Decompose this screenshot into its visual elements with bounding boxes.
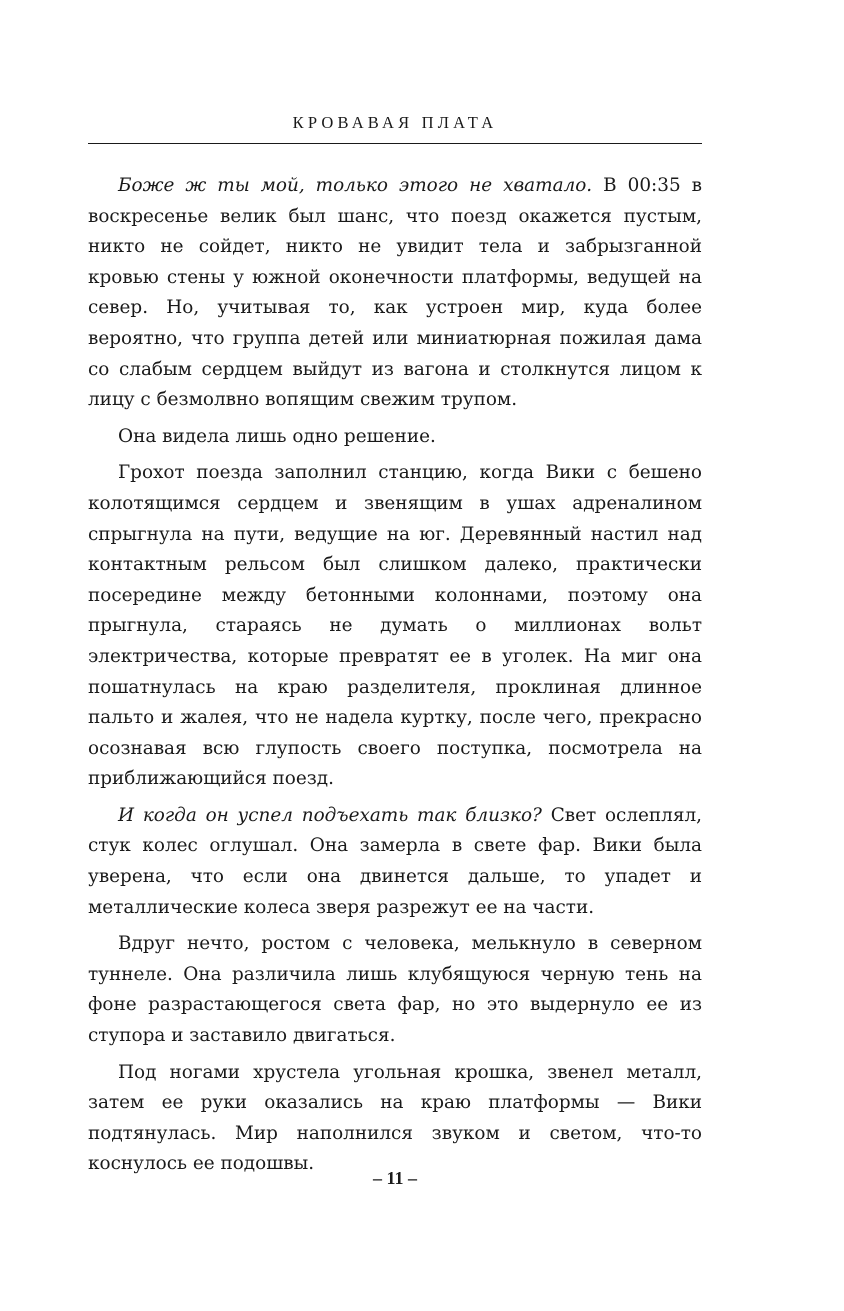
page-number: – 11 – [372, 1168, 417, 1188]
body-text [88, 171, 702, 1180]
paragraph-2 [88, 422, 702, 453]
paragraph-5-text: Вдруг нечто, ростом с человека, мелькнуло в северном туннеле. Она различила лишь клубящуюся черную тень на фоне разрастающегося света фар, но это выдернуло ее из ступора и заставило двигаться. [88, 933, 702, 1047]
paragraph-4-text: Свет ослеплял, стук колес оглушал. Она замерла в свете фар. Вики была уверена, что если она двинется дальше, то упадет и металлические колеса зверя разрежут ее на части. [88, 804, 702, 918]
paragraph-3-text: Грохот поезда заполнил станцию, когда Вики с бешено колотящимся сердцем и звенящим в ушах адреналином спрыгнула на пути, ведущие на юг. Деревянный настил над контактным рельсом был слишком далеко, практически посередине между бетонными колоннами, поэтому она прыгнула, стараясь не думать о миллионах вольт электричества, которые превратят ее в уголек. На миг она пошатнулась на краю разделителя, проклиная длинное пальто и жалея, что не надела куртку, после чего, прекрасно осознавая всю глупость своего поступка, посмотрела на приближающийся поезд. [88, 462, 702, 790]
paragraph-6 [88, 1058, 702, 1180]
paragraph-4-italic: И когда он успел подъехать так близко? [118, 804, 542, 826]
header-rule [88, 143, 702, 144]
paragraph-1 [88, 171, 702, 416]
running-head: КРОВАВАЯ ПЛАТА [292, 113, 498, 132]
paragraph-3 [88, 458, 702, 795]
paragraph-2-text: Она видела лишь одно решение. [118, 425, 436, 447]
paragraph-1-text: В 00:35 в воскресенье велик был шанс, что поезд окажется пустым, никто не сойдет, никто не увидит тела и забрызганной кровью стены у южной оконечности платформы, ведущей на север. Но, учитывая то, как устроен мир, куда более вероятно, что группа детей или миниатюрная пожилая дама со слабым сердцем выйдут из вагона и столкнутся лицом к лицу с безмолвно вопящим свежим трупом. [88, 175, 702, 411]
paragraph-5 [88, 929, 702, 1051]
paragraph-1-italic: Боже ж ты мой, только этого не хватало. [118, 175, 593, 196]
paragraph-4 [88, 801, 702, 923]
paragraph-6-text: Под ногами хрустела угольная крошка, звенел металл, затем ее руки оказались на краю платформы — Вики подтянулась. Мир наполнился звуком и светом, что-то коснулось ее подошвы. [88, 1061, 702, 1175]
